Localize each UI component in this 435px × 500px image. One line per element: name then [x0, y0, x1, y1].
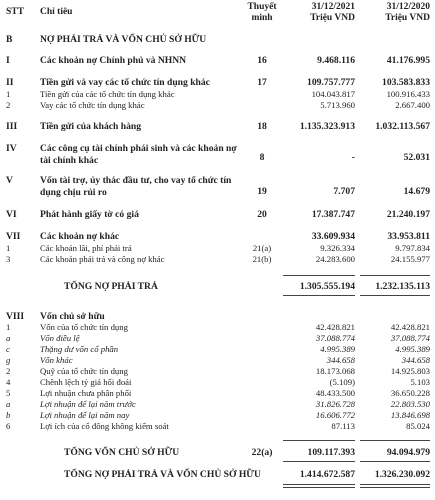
row-value-2021: 1.414.672.587: [299, 469, 355, 480]
row-label: Lợi nhuận chưa phân phối: [40, 388, 132, 398]
row-stt: 1: [6, 89, 11, 99]
row-stt: III: [6, 121, 18, 132]
row-label: Lợi ích của cổ đông không kiểm soát: [40, 421, 169, 431]
row-label: Vốn tài trợ, ủy thác đầu tư, cho vay tổ chức tín dụng chịu rủi ro: [40, 175, 232, 198]
total-bottom-rule-2021: [283, 295, 355, 296]
row-stt: B: [6, 34, 13, 45]
row-value-2020: 36.650.228: [390, 388, 430, 398]
row-label: Tiền gửi của các tổ chức tín dụng khác: [40, 89, 175, 99]
row-label: Vốn của tổ chức tín dụng: [40, 322, 128, 332]
row-value-2020: 85.024: [406, 421, 430, 431]
row-value-2020: 1.032.113.567: [375, 121, 430, 132]
row-value-2020: 1.326.230.092: [374, 469, 430, 480]
row-value-2021: 31.826.728: [315, 399, 355, 409]
row-stt: 1: [6, 322, 11, 332]
total-top-rule-2020: [360, 275, 430, 276]
row-value-2021: 16.606.772: [315, 410, 355, 420]
row-value-2021: (5.109): [329, 377, 355, 387]
row-value-2020: 5.103: [410, 377, 430, 387]
row-label: TỔNG NỢ PHẢI TRẢ: [64, 281, 158, 292]
row-value-2021: 1.305.555.194: [299, 281, 355, 292]
row-value-2021: 104.043.817: [311, 89, 355, 99]
grand-total-double-rule-1-2020: [360, 484, 430, 485]
row-value-2020: 103.583.833: [382, 77, 430, 88]
row-value-2020: 42.428.821: [390, 322, 430, 332]
header-col2-unit: Triệu VND: [385, 13, 430, 23]
row-value-2020: 14.925.803: [390, 366, 430, 376]
row-value-2021: 37.088.774: [315, 333, 355, 343]
row-value-2021: 5.713.960: [320, 100, 355, 110]
row-stt: 4: [6, 377, 11, 387]
row-value-2020: 21.240.197: [386, 209, 430, 220]
row-label: Quỹ của tổ chức tín dụng: [40, 366, 128, 376]
row-label: Tiền gửi của khách hàng: [40, 121, 142, 132]
row-label: Phát hành giấy tờ có giá: [40, 209, 139, 220]
row-value-2020: 37.088.774: [390, 333, 430, 343]
row-stt: 1: [6, 243, 11, 253]
equity-top-rule-2021: [283, 440, 355, 441]
row-value-2021: 1.135.323.913: [299, 121, 355, 132]
row-value-2020: 4.995.389: [395, 344, 430, 354]
row-label: Vốn khác: [40, 355, 73, 365]
total-top-rule-2021: [283, 275, 355, 276]
header-col1-unit: Triệu VND: [310, 13, 355, 23]
row-stt: g: [6, 355, 11, 365]
row-stt: IV: [6, 143, 17, 154]
row-stt: VII: [6, 231, 21, 242]
row-label: Thặng dư vốn cổ phần: [40, 344, 119, 354]
row-stt: II: [6, 77, 14, 88]
row-value-2021: 33.609.934: [311, 231, 355, 242]
row-value-2020: 344.658: [401, 355, 430, 365]
row-note: 21(a): [252, 243, 272, 253]
row-stt: 2: [6, 100, 11, 110]
row-label: Vốn điều lệ: [40, 333, 80, 343]
row-note: 20: [257, 209, 267, 220]
row-label: TỔNG VỐN CHỦ SỞ HỮU: [64, 447, 180, 458]
row-value-2020: 100.916.433: [386, 89, 430, 99]
header-col1-date: 31/12/2021: [311, 2, 355, 12]
row-label: Các công cụ tài chính phái sinh và các khoản nợ tài chính khác: [40, 143, 237, 166]
row-label: Tiền gửi và vay các tổ chức tín dụng khác: [40, 77, 210, 88]
row-value-2021: 42.428.821: [315, 322, 355, 332]
row-value-2021: 24.283.600: [315, 254, 355, 264]
row-stt: b: [6, 410, 11, 420]
row-value-2020: 1.232.135.113: [375, 281, 430, 292]
row-value-2021: 7.707: [333, 186, 355, 197]
equity-bottom-rule-2020: [360, 461, 430, 462]
header-note-line1: Thuyết: [247, 2, 277, 12]
row-value-2021: 344.658: [326, 355, 355, 365]
row-label: Các khoản lãi, phí phải trả: [40, 243, 132, 253]
row-note: 22(a): [251, 447, 273, 458]
row-value-2021: 87.113: [331, 421, 355, 431]
row-value-2021: 109.757.777: [307, 77, 355, 88]
row-value-2020: 22.803.530: [390, 399, 430, 409]
row-stt: 2: [6, 366, 11, 376]
row-label: Chênh lệch tỷ giá hối đoái: [40, 377, 132, 387]
row-stt: VI: [6, 209, 17, 220]
row-label: Lợi nhuận để lại năm trước: [40, 399, 136, 409]
row-value-2021: 18.173.068: [315, 366, 355, 376]
row-note: 8: [259, 152, 265, 163]
row-value-2021: 9.326.334: [320, 243, 355, 253]
row-note: 16: [257, 55, 267, 66]
row-stt: 3: [6, 254, 11, 264]
row-label: TỔNG NỢ PHẢI TRẢ VÀ VỐN CHỦ SỞ HỮU: [64, 469, 261, 480]
row-label: Các khoản nợ Chính phủ và NHNN: [40, 55, 187, 66]
row-value-2021: 4.995.389: [320, 344, 355, 354]
header-col2-date: 31/12/2020: [386, 2, 430, 12]
row-stt: V: [6, 175, 13, 186]
row-note: 18: [257, 121, 267, 132]
row-value-2021: 9.468.116: [317, 55, 355, 66]
row-value-2020: 14.679: [403, 186, 430, 197]
row-stt: c: [6, 344, 10, 354]
row-label: Vay các tổ chức tín dụng khác: [40, 100, 145, 110]
row-value-2020: 41.176.995: [386, 55, 430, 66]
header-stt: STT: [6, 7, 24, 17]
row-stt: a: [6, 399, 11, 409]
row-value-2020: 2.667.400: [395, 100, 430, 110]
row-label: Lợi nhuận để lại năm nay: [40, 410, 130, 420]
row-value-2020: 52.031: [403, 152, 430, 163]
row-note: 17: [257, 77, 267, 88]
row-stt: 6: [6, 421, 11, 431]
header-note-line2: minh: [251, 13, 273, 23]
row-value-2021: 48.433.500: [315, 388, 355, 398]
row-value-2021: 17.387.747: [311, 209, 355, 220]
header-item: Chỉ tiêu: [40, 7, 73, 17]
row-value-2020: 9.797.834: [395, 243, 430, 253]
row-value-2021: 109.117.393: [307, 447, 355, 458]
row-label: Các khoản nợ khác: [40, 231, 120, 242]
total-bottom-rule-2020: [360, 295, 430, 296]
grand-total-double-rule-2-2020: [360, 487, 430, 488]
row-stt: I: [6, 55, 10, 66]
grand-total-double-rule-1-2021: [283, 484, 355, 485]
row-note: 21(b): [252, 254, 272, 264]
row-label: Vốn chủ sở hữu: [40, 311, 105, 322]
grand-total-double-rule-2-2021: [283, 487, 355, 488]
row-note: 19: [257, 186, 267, 197]
row-value-2020: 13.846.698: [390, 410, 430, 420]
row-label: Các khoản phải trả và công nợ khác: [40, 254, 165, 264]
table-header: [0, 2, 435, 28]
row-stt: VIII: [6, 311, 25, 322]
row-value-2020: 94.094.979: [386, 447, 430, 458]
row-stt: 5: [6, 388, 11, 398]
equity-top-rule-2020: [360, 440, 430, 441]
row-value-2020: 33.953.811: [387, 231, 430, 242]
row-value-2021: -: [351, 152, 355, 163]
equity-bottom-rule-2021: [283, 461, 355, 462]
row-value-2020: 24.155.977: [390, 254, 430, 264]
row-label: NỢ PHẢI TRẢ VÀ VỐN CHỦ SỞ HỮU: [40, 34, 207, 45]
row-stt: a: [6, 333, 11, 343]
